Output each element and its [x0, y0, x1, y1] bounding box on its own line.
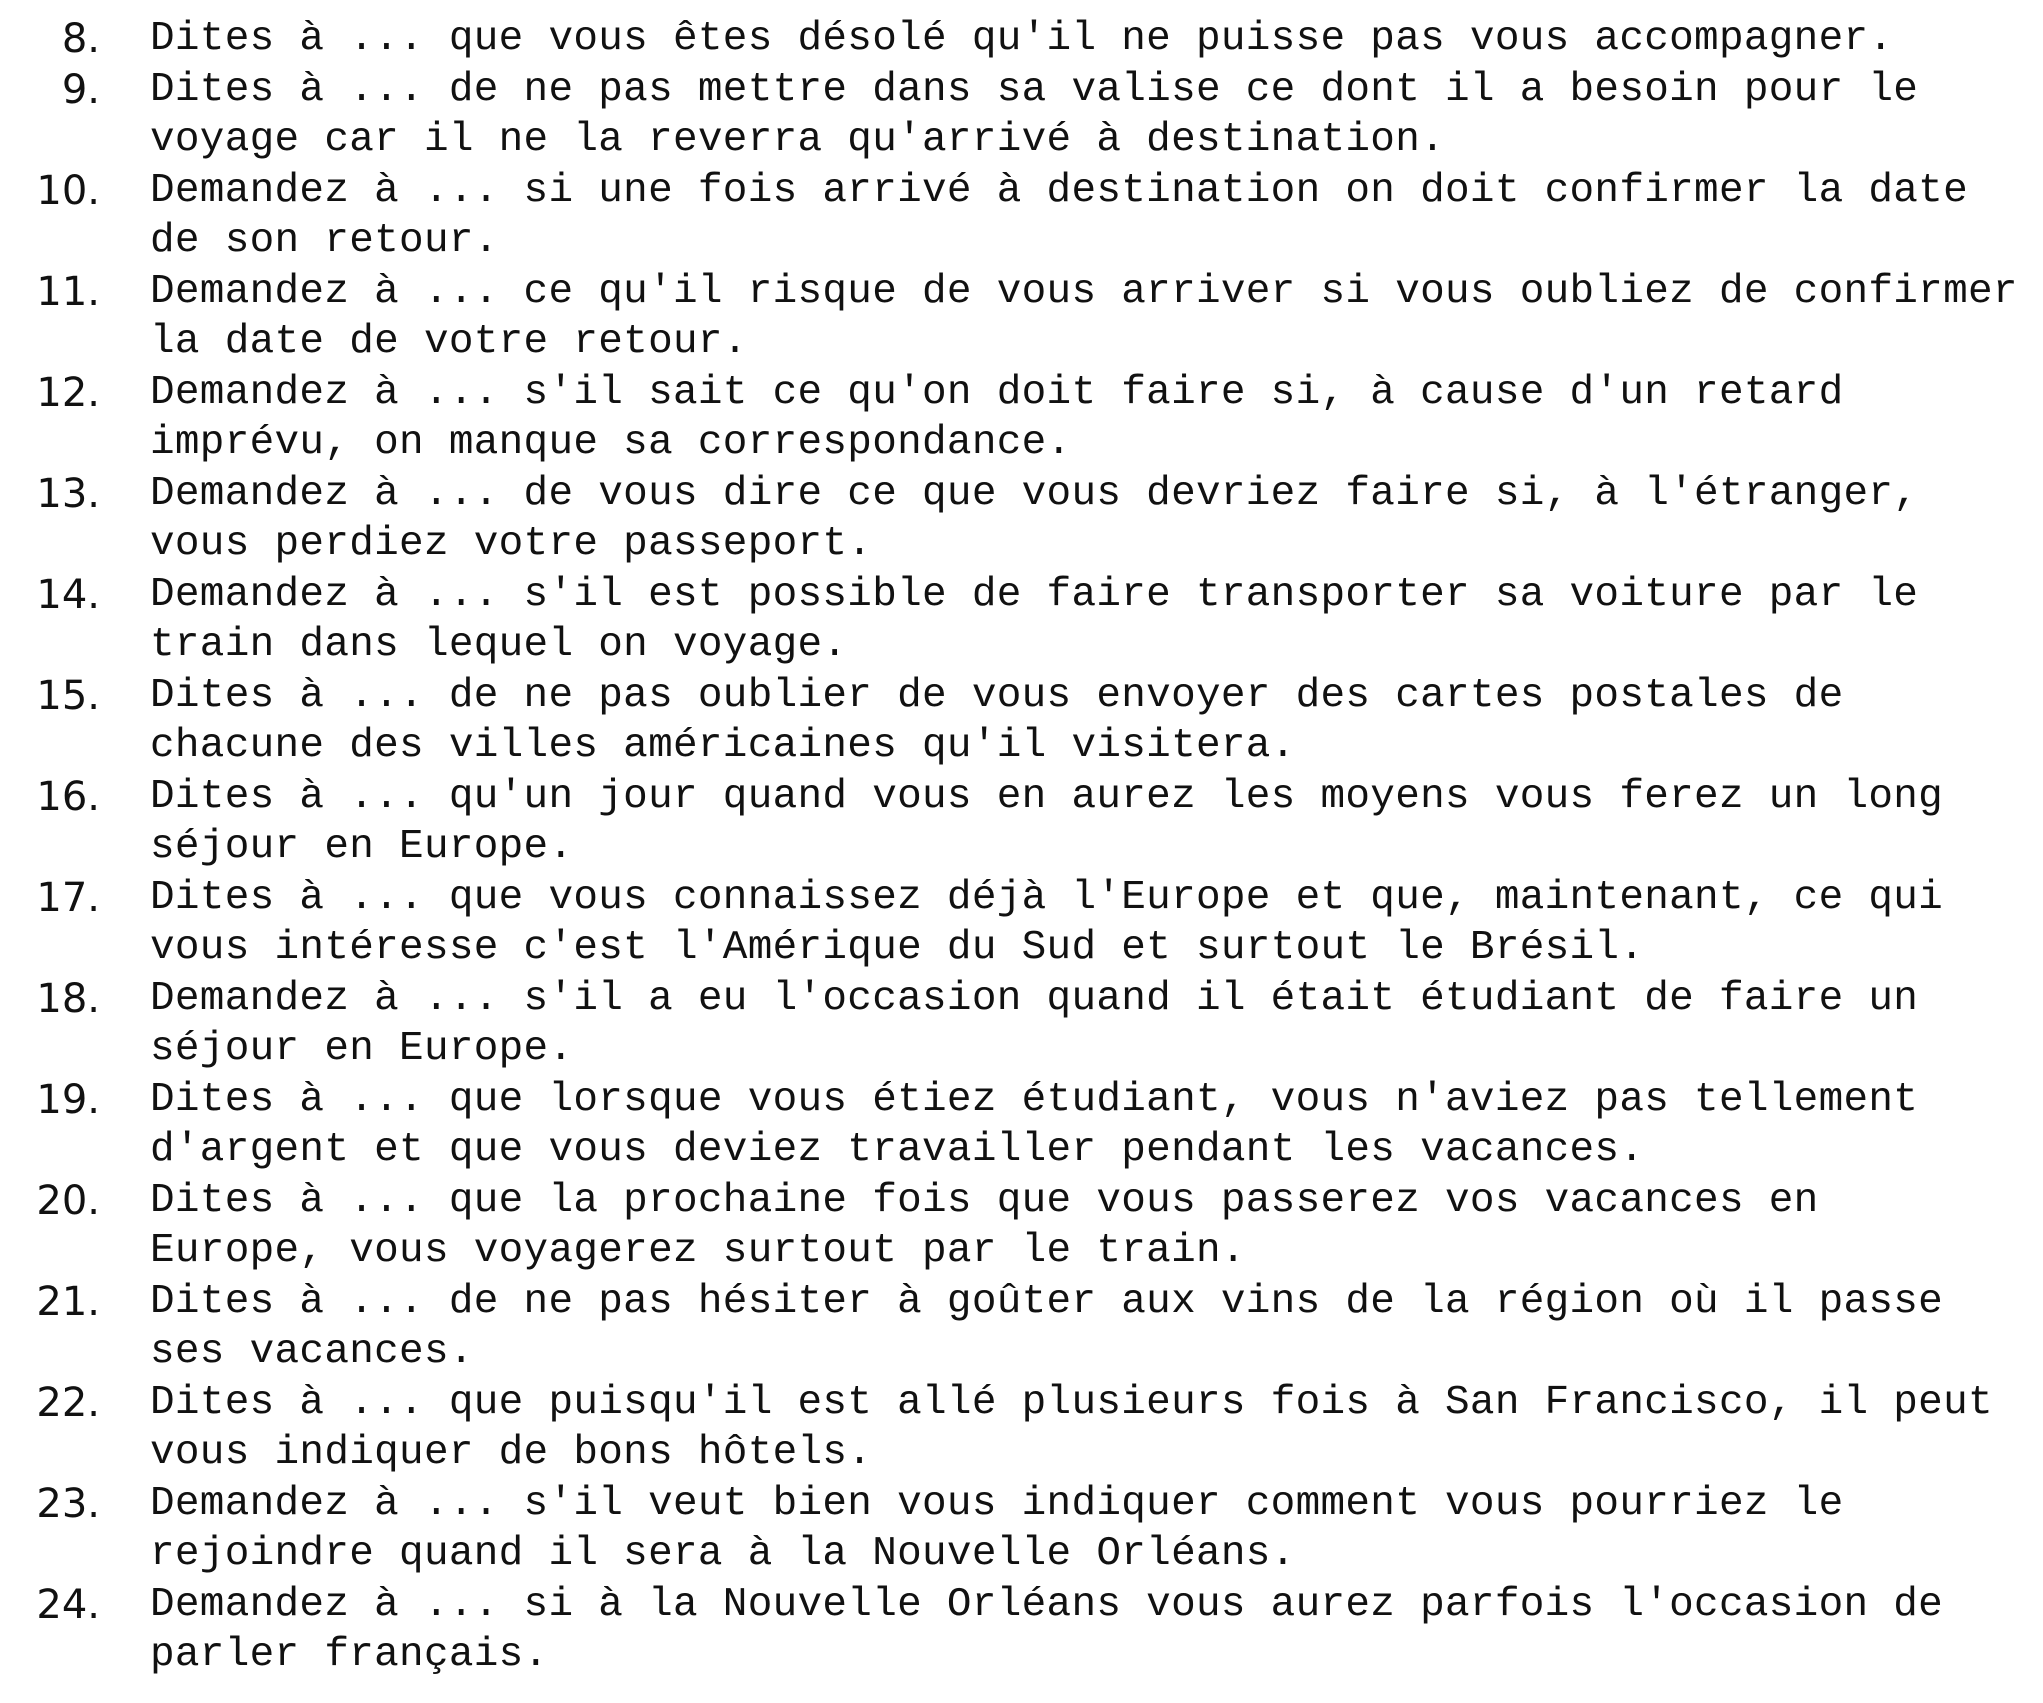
item-text-line: Dites à ... que lorsque vous étiez étudiant, vous n'aviez pas tellement: [150, 1076, 1919, 1123]
item-text: [150, 469, 2030, 570]
item-text-line: vous indiquer de bons hôtels.: [150, 1430, 873, 1476]
item-number: 22.: [36, 1379, 100, 1426]
item-text-line: Europe, vous voyagerez surtout par le train.: [150, 1228, 1246, 1274]
item-text: [150, 671, 2030, 772]
item-number: 20.: [36, 1177, 100, 1224]
item-text-line: la date de votre retour.: [150, 319, 748, 365]
item-text-line: Demandez à ... si une fois arrivé à destination on doit confirmer la date: [150, 167, 1968, 214]
item-text-line: Demandez à ... s'il sait ce qu'on doit faire si, à cause d'un retard: [150, 369, 1844, 416]
exercise-item: [0, 1075, 2043, 1176]
item-text-line: Dites à ... que vous êtes désolé qu'il ne puisse pas vous accompagner.: [150, 16, 1894, 62]
item-number: 21.: [36, 1278, 100, 1325]
item-text: [150, 1479, 2030, 1580]
item-text-line: ses vacances.: [150, 1329, 474, 1375]
item-text: [150, 772, 2030, 873]
item-number: 17.: [36, 874, 100, 921]
item-text-line: Dites à ... que vous connaissez déjà l'Europe et que, maintenant, ce qui: [150, 874, 1944, 921]
item-number: 9.: [61, 66, 100, 113]
exercise-item: [0, 1479, 2043, 1580]
exercise-item: [0, 1176, 2043, 1277]
item-text-line: rejoindre quand il sera à la Nouvelle Orléans.: [150, 1531, 1296, 1577]
exercise-item: [0, 1378, 2043, 1479]
item-text-line: train dans lequel on voyage.: [150, 622, 848, 668]
item-text-line: Dites à ... qu'un jour quand vous en aurez les moyens vous ferez un long: [150, 773, 1944, 820]
item-number: 8.: [61, 16, 100, 62]
item-text-line: Demandez à ... de vous dire ce que vous devriez faire si, à l'étranger,: [150, 470, 1919, 517]
item-text: [150, 368, 2030, 469]
item-text-line: vous perdiez votre passeport.: [150, 521, 873, 567]
item-number: 24.: [36, 1581, 100, 1628]
exercise-item: [0, 671, 2043, 772]
exercise-item: [0, 65, 2043, 166]
item-number: 10.: [36, 167, 100, 214]
item-text: [150, 65, 2030, 166]
exercise-item: [0, 267, 2043, 368]
exercise-item: [0, 570, 2043, 671]
item-text-line: séjour en Europe.: [150, 824, 574, 870]
item-number: 13.: [36, 470, 100, 517]
item-text: [150, 166, 2030, 267]
item-text: [150, 267, 2030, 368]
exercise-item: [0, 772, 2043, 873]
exercise-item: [0, 873, 2043, 974]
exercise-item: [0, 1277, 2043, 1378]
item-text: [150, 1176, 2030, 1277]
item-number: 11.: [36, 268, 100, 315]
exercise-item: [0, 166, 2043, 267]
item-text: [150, 974, 2030, 1075]
exercise-item: [0, 1580, 2043, 1681]
item-number: 14.: [36, 571, 100, 618]
item-text-line: voyage car il ne la reverra qu'arrivé à destination.: [150, 117, 1446, 163]
item-number: 16.: [36, 773, 100, 820]
item-text: [150, 1075, 2030, 1176]
item-number: 18.: [36, 975, 100, 1022]
item-text-line: séjour en Europe.: [150, 1026, 574, 1072]
item-text-line: Demandez à ... ce qu'il risque de vous arriver si vous oubliez de confirmer: [150, 268, 2018, 315]
item-text-line: vous intéresse c'est l'Amérique du Sud et surtout le Brésil.: [150, 925, 1645, 971]
item-text: [150, 570, 2030, 671]
item-text-line: parler français.: [150, 1632, 549, 1678]
item-text-line: Demandez à ... si à la Nouvelle Orléans vous aurez parfois l'occasion de: [150, 1581, 1944, 1628]
item-text-line: Dites à ... que puisqu'il est allé plusieurs fois à San Francisco, il peut: [150, 1379, 1993, 1426]
item-text-line: Demandez à ... s'il a eu l'occasion quand il était étudiant de faire un: [150, 975, 1919, 1022]
item-text-line: d'argent et que vous deviez travailler pendant les vacances.: [150, 1127, 1645, 1173]
item-number: 23.: [36, 1480, 100, 1527]
item-text-line: chacune des villes américaines qu'il visitera.: [150, 723, 1296, 769]
item-text-line: Demandez à ... s'il veut bien vous indiquer comment vous pourriez le: [150, 1480, 1844, 1527]
item-text-line: Dites à ... de ne pas mettre dans sa valise ce dont il a besoin pour le: [150, 66, 1919, 113]
exercise-item: [0, 368, 2043, 469]
item-text: [150, 14, 2030, 65]
exercise-item: [0, 469, 2043, 570]
item-text-line: Dites à ... de ne pas hésiter à goûter aux vins de la région où il passe: [150, 1278, 1944, 1325]
item-text: [150, 1580, 2030, 1681]
item-text: [150, 1277, 2030, 1378]
item-number: 19.: [36, 1076, 100, 1123]
item-number: 12.: [36, 369, 100, 416]
exercise-item: [0, 974, 2043, 1075]
item-text: [150, 1378, 2030, 1479]
item-text-line: imprévu, on manque sa correspondance.: [150, 420, 1072, 466]
item-text-line: Demandez à ... s'il est possible de faire transporter sa voiture par le: [150, 571, 1919, 618]
exercise-item: [0, 14, 2043, 65]
item-text-line: Dites à ... que la prochaine fois que vous passerez vos vacances en: [150, 1177, 1819, 1224]
item-text: [150, 873, 2030, 974]
exercise-list: [0, 14, 2043, 1681]
item-text-line: de son retour.: [150, 218, 499, 264]
item-text-line: Dites à ... de ne pas oublier de vous envoyer des cartes postales de: [150, 672, 1844, 719]
item-number: 15.: [36, 672, 100, 719]
